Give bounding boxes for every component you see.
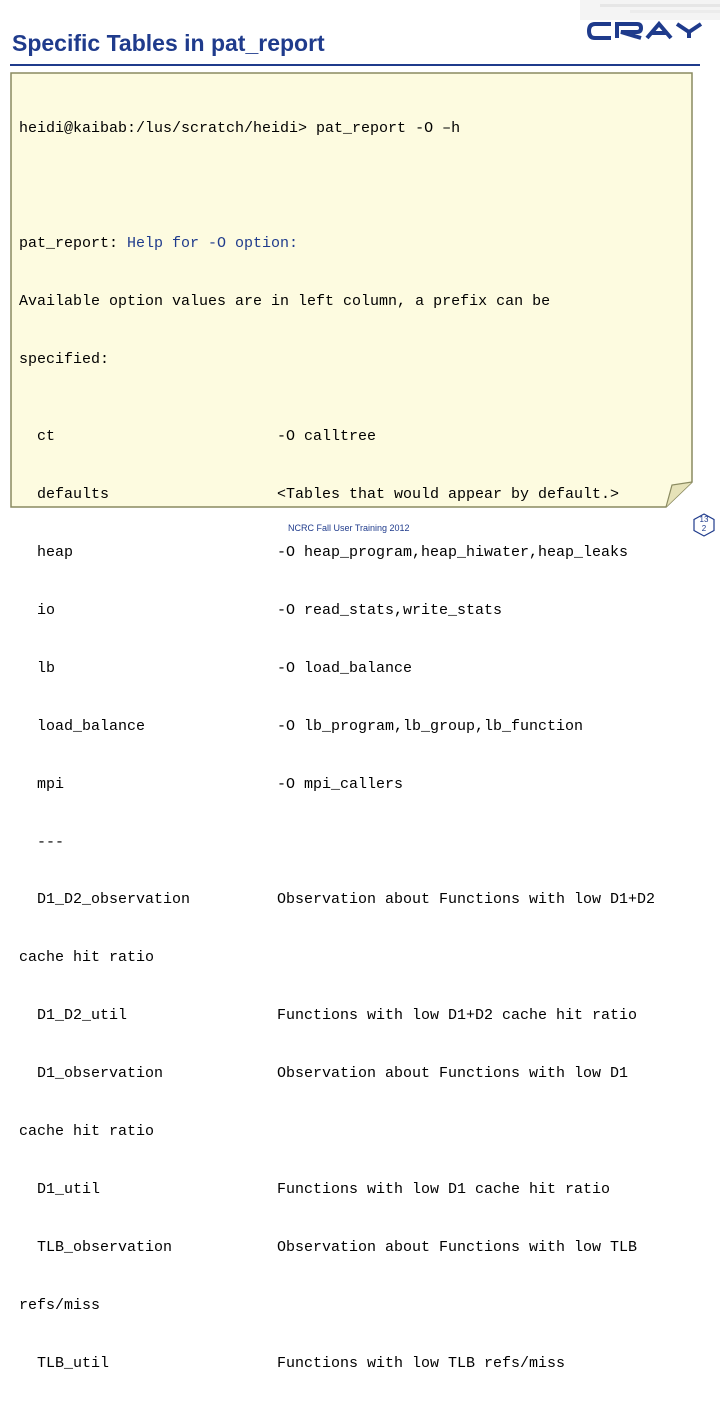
blank-line — [19, 176, 687, 195]
option-description: <Tables that would appear by default.> — [277, 486, 620, 504]
slide-title: Specific Tables in pat_report — [12, 30, 325, 56]
option-row — [19, 1180, 687, 1199]
option-description: Functions with low TLB refs/miss — [277, 1354, 566, 1372]
option-description: Observation about Functions with low D1+D2 — [277, 891, 656, 909]
option-row — [19, 1354, 687, 1373]
option-row — [19, 1122, 687, 1141]
help-prefix: pat_report: — [19, 235, 128, 253]
command-line: heidi@kaibab:/lus/scratch/heidi> pat_report -O –h — [19, 119, 461, 137]
option-description: -O read_stats,write_stats — [277, 602, 503, 620]
option-description: -O calltree — [277, 428, 377, 446]
option-row — [19, 833, 687, 852]
option-name: refs/miss — [19, 1296, 101, 1314]
option-row — [19, 601, 687, 620]
option-row — [19, 1006, 687, 1025]
option-name: D1_util — [19, 1180, 101, 1198]
help-text: Help for -O option: — [127, 235, 299, 253]
option-row — [19, 485, 687, 504]
page-number-badge — [693, 513, 715, 537]
option-name: --- — [19, 833, 65, 851]
option-name: io — [19, 602, 56, 620]
terminal-output — [19, 80, 687, 1411]
title-divider — [10, 64, 700, 66]
option-row — [19, 775, 687, 794]
option-description: Functions with low D1+D2 cache hit ratio — [277, 1007, 638, 1025]
help-header-line — [19, 234, 687, 253]
option-row — [19, 1296, 687, 1315]
option-description: Observation about Functions with low TLB — [277, 1238, 638, 1256]
option-row — [19, 427, 687, 446]
option-row — [19, 890, 687, 909]
cray-logo — [585, 16, 710, 46]
option-name: heap — [19, 544, 74, 562]
option-row — [19, 948, 687, 967]
option-name: cache hit ratio — [19, 949, 155, 967]
option-name: mpi — [19, 775, 65, 793]
option-description: Observation about Functions with low D1 — [277, 1065, 629, 1083]
option-description: Functions with low D1 cache hit ratio — [277, 1180, 611, 1198]
slide-footer: NCRC Fall User Training 2012 — [288, 523, 410, 533]
option-row — [19, 1238, 687, 1257]
option-name: defaults — [19, 486, 110, 504]
option-row — [19, 1064, 687, 1083]
option-name: D1_D2_util — [19, 1007, 128, 1025]
option-row — [19, 659, 687, 678]
option-name: TLB_observation — [19, 1238, 173, 1256]
option-name: cache hit ratio — [19, 1123, 155, 1141]
option-name: D1_observation — [19, 1065, 164, 1083]
intro-line-2: specified: — [19, 351, 110, 369]
intro-line: Available option values are in left column, a prefix can be — [19, 293, 551, 311]
option-name: lb — [19, 659, 56, 677]
option-row — [19, 543, 687, 562]
option-name: ct — [19, 428, 56, 446]
option-description: -O load_balance — [277, 659, 413, 677]
option-row — [19, 717, 687, 736]
option-name: load_balance — [19, 717, 146, 735]
option-description: -O heap_program,heap_hiwater,heap_leaks — [277, 544, 629, 562]
option-name: D1_D2_observation — [19, 891, 191, 909]
page-number: 13 2 — [699, 515, 709, 533]
option-name: TLB_util — [19, 1354, 110, 1372]
option-description: -O mpi_callers — [277, 775, 404, 793]
option-description: -O lb_program,lb_group,lb_function — [277, 717, 584, 735]
